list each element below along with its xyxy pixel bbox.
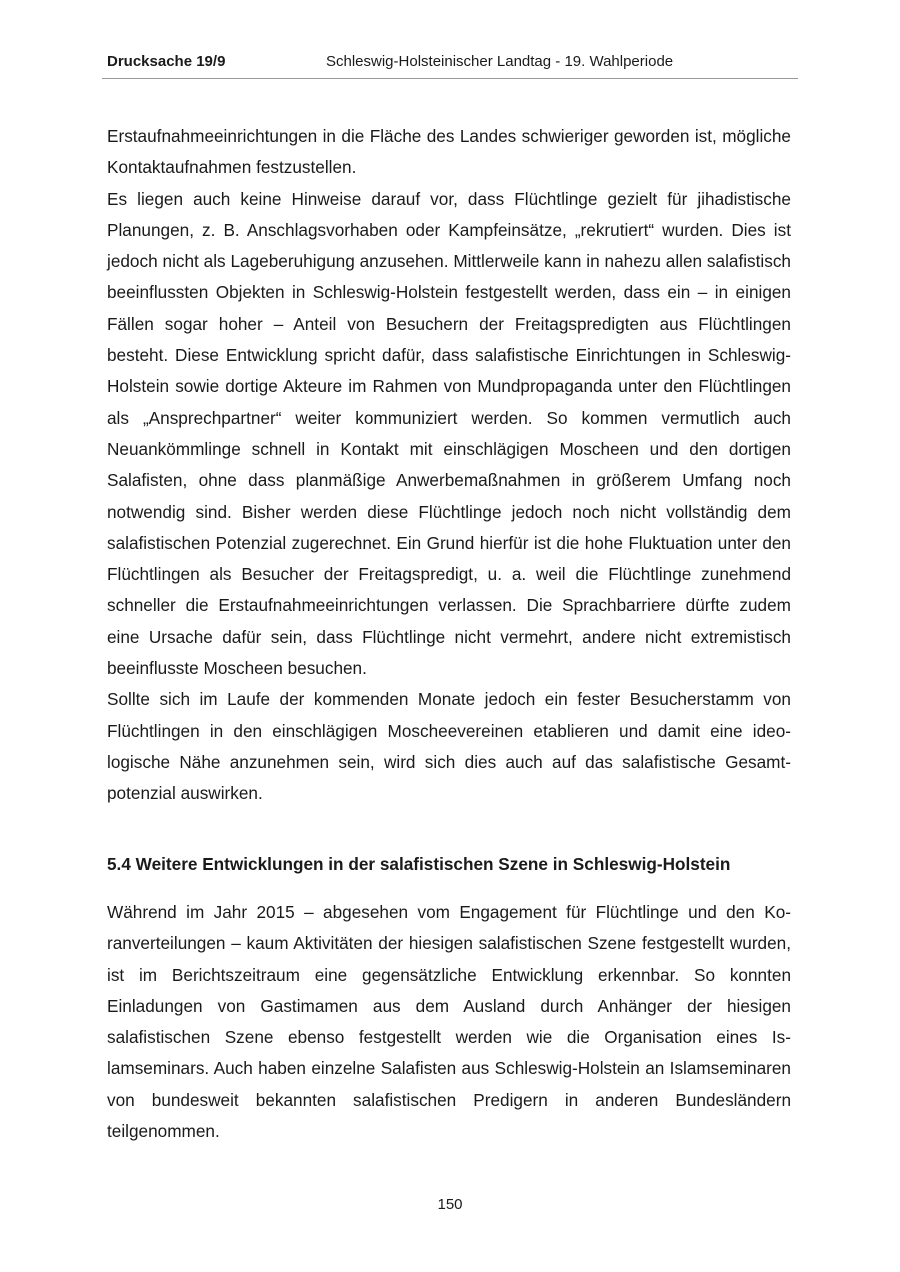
document-number: Drucksache 19/9: [107, 53, 226, 70]
paragraph: Es liegen auch keine Hinweise darauf vor, dass Flüchtlinge gezielt für jihadistische Planungen, z. B. Anschlagsvorhaben oder Kampfeinsätze, „rekrutiert“ wurden. Dies ist jedoch nicht als Lageberuhigung anzusehen. Mittlerweile kann in nahezu allen salafistisch beeinflussten Objekten in Schleswig-Holstein festgestellt werden, dass ein – in einigen Fällen sogar hoher – Anteil von Besuchern der Freitagspredigten aus Flüchtlingen besteht. Diese Entwicklung spricht dafür, dass salafistische Einrichtungen in Schleswig-Holstein sowie dortige Akteure im Rahmen von Mundpropaganda unter den Flüchtlingen als „Ansprechpartner“ weiter kommuniziert werden. So kommen vermutlich auch Neuankömmlinge schnell in Kontakt mit einschlägigen Moscheen und den dortigen Salafisten, ohne dass planmäßige Anwerbemaßnahmen in größerem Umfang noch notwendig sind. Bisher werden diese Flüchtlinge jedoch noch nicht vollständig dem salafistischen Potenzial zugerechnet. Ein Grund hierfür ist die hohe Fluktuation unter den Flüchtlingen als Besucher der Freitagspredigt, u. a. weil die Flüchtlinge zunehmend schneller die Erstaufnahmeeinrichtungen verlassen. Die Sprachbarriere dürfte zudem eine Ursache dafür sein, dass Flüchtlinge nicht vermehrt, andere nicht extremistisch beeinflusste Moscheen besuchen.: [107, 188, 791, 679]
section-paragraph: Während im Jahr 2015 – abgesehen vom Engagement für Flüchtlinge und den Koranverteilungen – kaum Aktivitäten der hiesigen salafistischen Szene festgestellt wurden, ist im Berichtszeitraum eine gegensätzliche Entwicklung erkennbar. So konnten Einladungen von Gastimamen aus dem Ausland durch Anhänger der hiesigen salafistischen Szene ebenso festgestellt werden wie die Organisation eines Islamseminars. Auch haben einzelne Salafisten aus Schleswig-Holstein an Islamseminaren von bundesweit bekannten salafistischen Predigern in anderen Bundesländern teilgenommen.: [107, 902, 791, 1142]
page-number: 150: [437, 1196, 463, 1213]
page-header: [102, 52, 798, 79]
paragraph: Erstaufnahmeeinrichtungen in die Fläche des Landes schwieriger geworden ist, mögliche Kontaktaufnahmen festzustellen.: [107, 126, 791, 178]
paragraph: Sollte sich im Laufe der kommenden Monate jedoch ein fester Besucherstamm von Flüchtlingen in den einschlägigen Moscheevereinen etablieren und damit eine ideologische Nähe anzunehmen sein, wird sich dies auch auf das salafistische Gesamtpotenzial auswirken.: [107, 689, 791, 804]
parliament-title: Schleswig-Holsteinischer Landtag - 19. Wahlperiode: [326, 53, 674, 70]
section-heading: 5.4 Weitere Entwicklungen in der salafistischen Szene in Schleswig-Holstein: [107, 854, 731, 874]
body-text: [107, 121, 791, 810]
